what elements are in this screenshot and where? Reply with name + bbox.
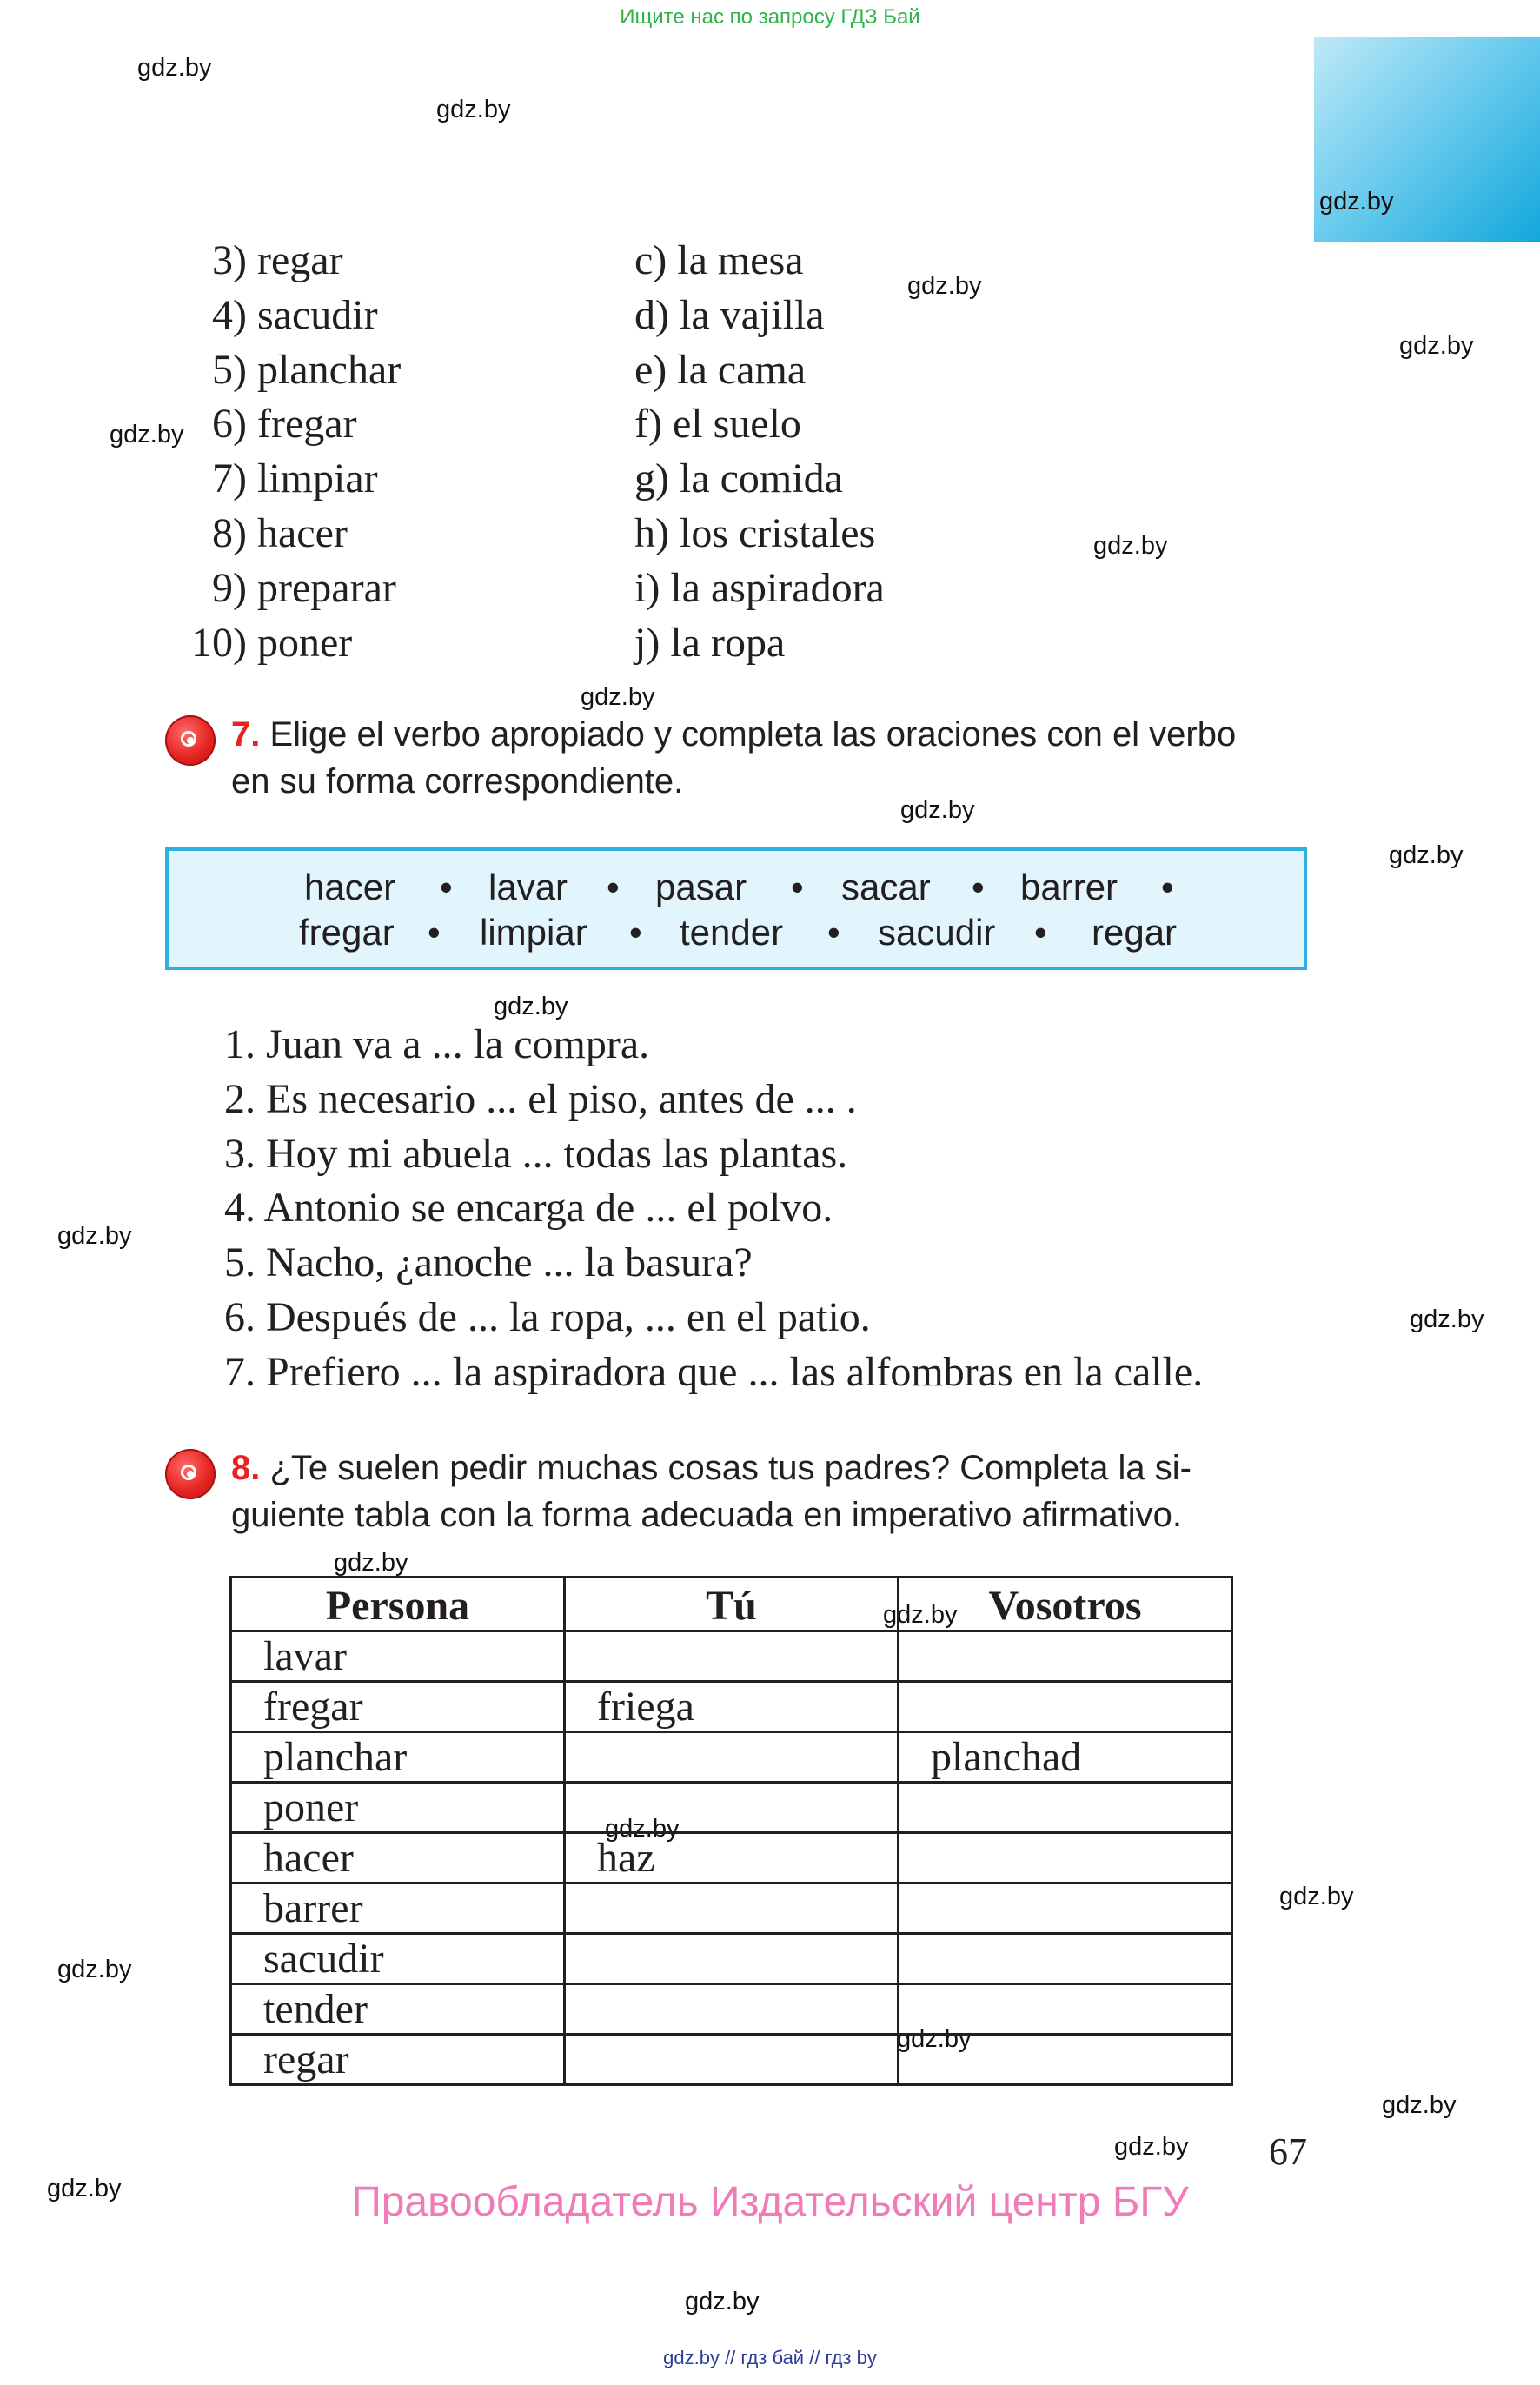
bullet: • — [1161, 867, 1174, 907]
table-row — [231, 2035, 1232, 2085]
table-row — [231, 1682, 1232, 1732]
bullet: • — [791, 867, 804, 907]
match-right-item: j) la ropa — [634, 620, 786, 666]
table-row — [231, 1732, 1232, 1783]
table-row — [231, 1984, 1232, 2035]
verb-word: pasar — [655, 867, 747, 907]
match-left-item: 4) sacudir — [212, 292, 378, 338]
verb-word: limpiar — [480, 912, 587, 953]
table-cell — [565, 1984, 899, 2035]
watermark: gdz.by — [1399, 332, 1474, 360]
sentence: 7. Prefiero ... la aspiradora que ... las alfombras en la calle. — [224, 1349, 1204, 1395]
table-cell — [899, 2035, 1232, 2085]
table-cell — [899, 1984, 1232, 2035]
verb-word: tender — [680, 912, 784, 953]
table-cell — [899, 1682, 1232, 1732]
match-left-item: 8) hacer — [212, 510, 348, 556]
match-left-item: 6) fregar — [212, 401, 357, 447]
watermark: gdz.by — [581, 683, 655, 711]
sentence: 1. Juan va a ... la compra. — [224, 1021, 650, 1067]
verb-word: sacudir — [878, 912, 996, 953]
table-header-cell: Vosotros — [899, 1578, 1232, 1631]
watermark: gdz.by — [1093, 532, 1168, 560]
verb-row-1 — [169, 865, 1304, 910]
sentence: 4. Antonio se encarga de ... el polvo. — [224, 1185, 833, 1231]
table-cell: lavar — [231, 1631, 565, 1682]
match-right-item: i) la aspiradora — [634, 565, 885, 611]
table-header-row — [231, 1578, 1232, 1631]
bullet: • — [428, 912, 441, 953]
watermark: gdz.by — [47, 2175, 122, 2202]
table-cell — [899, 1783, 1232, 1833]
watermark: gdz.by — [900, 796, 975, 824]
watermark: gdz.by — [897, 2025, 972, 2053]
exercise8-number: 8. — [231, 1449, 261, 1487]
audio-disc-icon[interactable] — [165, 1449, 216, 1499]
table-row — [231, 1833, 1232, 1883]
match-right-item: d) la vajilla — [634, 292, 825, 338]
watermark: gdz.by — [494, 993, 568, 1020]
imperative-table — [229, 1576, 1233, 2086]
sentence: 2. Es necesario ... el piso, antes de ... . — [224, 1076, 857, 1122]
watermark: gdz.by — [1279, 1883, 1354, 1910]
bullet: • — [440, 867, 453, 907]
match-left-item: 5) planchar — [212, 347, 402, 393]
verb-word: barrer — [1020, 867, 1118, 907]
verb-box — [165, 847, 1307, 970]
table-cell — [565, 1934, 899, 1984]
verb-row-2 — [169, 910, 1304, 955]
match-left-item: 9) preparar — [212, 565, 396, 611]
table-row — [231, 1883, 1232, 1934]
table-cell: haz — [565, 1833, 899, 1883]
watermark: gdz.by — [57, 1956, 132, 1983]
table-cell: fregar — [231, 1682, 565, 1732]
watermark: gdz.by — [1382, 2091, 1457, 2119]
table-cell — [565, 1883, 899, 1934]
watermark: gdz.by — [907, 272, 982, 300]
sentence: 3. Hoy mi abuela ... todas las plantas. — [224, 1131, 848, 1177]
top-banner[interactable]: Ищите нас по запросу ГДЗ Бай — [620, 5, 920, 29]
exercise8-instruction: 8. ¿Te suelen pedir muchas cosas tus padres? Completa la si- guiente tabla con la forma adecuada en imperativo afirmativo. — [231, 1449, 1192, 1534]
sentence: 5. Nacho, ¿anoche ... la basura? — [224, 1239, 753, 1286]
table-cell — [899, 1833, 1232, 1883]
table-cell — [899, 1883, 1232, 1934]
exercise7-number: 7. — [231, 715, 261, 754]
watermark: gdz.by — [1114, 2133, 1189, 2161]
page-number: 67 — [1269, 2130, 1307, 2173]
match-left-item: 3) regar — [212, 237, 343, 283]
exercise7-instruction: 7. Elige el verbo apropiado y completa las oraciones con el verbo en su forma correspondiente. — [231, 715, 1237, 801]
match-right-item: h) los cristales — [634, 510, 876, 556]
watermark: gdz.by — [1410, 1305, 1484, 1333]
table-cell — [899, 1934, 1232, 1984]
sentence: 6. Después de ... la ropa, ... en el patio. — [224, 1294, 871, 1340]
table-cell: planchar — [231, 1732, 565, 1783]
watermark: gdz.by — [1319, 188, 1394, 216]
match-right-item: g) la comida — [634, 455, 843, 502]
table-cell: planchad — [899, 1732, 1232, 1783]
table-cell — [565, 1631, 899, 1682]
bullet: • — [629, 912, 642, 953]
table-row — [231, 1631, 1232, 1682]
table-cell: sacudir — [231, 1934, 565, 1984]
table-cell: tender — [231, 1984, 565, 2035]
bullet: • — [1034, 912, 1047, 953]
table-cell: barrer — [231, 1883, 565, 1934]
watermark: gdz.by — [334, 1549, 408, 1577]
watermark: gdz.by — [1389, 841, 1464, 869]
match-right-item: f) el suelo — [634, 401, 801, 447]
table-row — [231, 1934, 1232, 1984]
bullet: • — [827, 912, 840, 953]
bullet: • — [607, 867, 620, 907]
table-row — [231, 1783, 1232, 1833]
match-left-item: 7) limpiar — [212, 455, 378, 502]
watermark: gdz.by — [685, 2288, 760, 2315]
table-cell: poner — [231, 1783, 565, 1833]
bullet: • — [972, 867, 985, 907]
table-cell — [565, 1732, 899, 1783]
table-header-cell: Tú — [565, 1578, 899, 1631]
verb-word: fregar — [299, 912, 395, 953]
audio-disc-icon[interactable] — [165, 715, 216, 766]
watermark: gdz.by — [57, 1222, 132, 1250]
watermark: gdz.by — [883, 1601, 958, 1629]
watermark: gdz.by — [605, 1815, 680, 1843]
verb-word: hacer — [304, 867, 396, 907]
copyright-footer: Правообладатель Издательский центр БГУ — [351, 2179, 1189, 2225]
watermark: gdz.by — [137, 54, 212, 82]
bottom-links[interactable]: gdz.by // гдз бай // гдз by — [663, 2347, 877, 2368]
watermark: gdz.by — [436, 96, 511, 123]
table-header-cell: Persona — [231, 1578, 565, 1631]
match-right-item: c) la mesa — [634, 237, 804, 283]
match-right-item: e) la cama — [634, 347, 807, 393]
watermark: gdz.by — [110, 421, 184, 448]
verb-word: regar — [1092, 912, 1178, 953]
table-cell — [565, 1783, 899, 1833]
table-cell — [899, 1631, 1232, 1682]
table-cell: regar — [231, 2035, 565, 2085]
table-cell: friega — [565, 1682, 899, 1732]
match-left-item: 10) poner — [191, 620, 353, 666]
table-cell: hacer — [231, 1833, 565, 1883]
verb-word: sacar — [841, 867, 931, 907]
table-cell — [565, 2035, 899, 2085]
verb-word: lavar — [488, 867, 568, 907]
